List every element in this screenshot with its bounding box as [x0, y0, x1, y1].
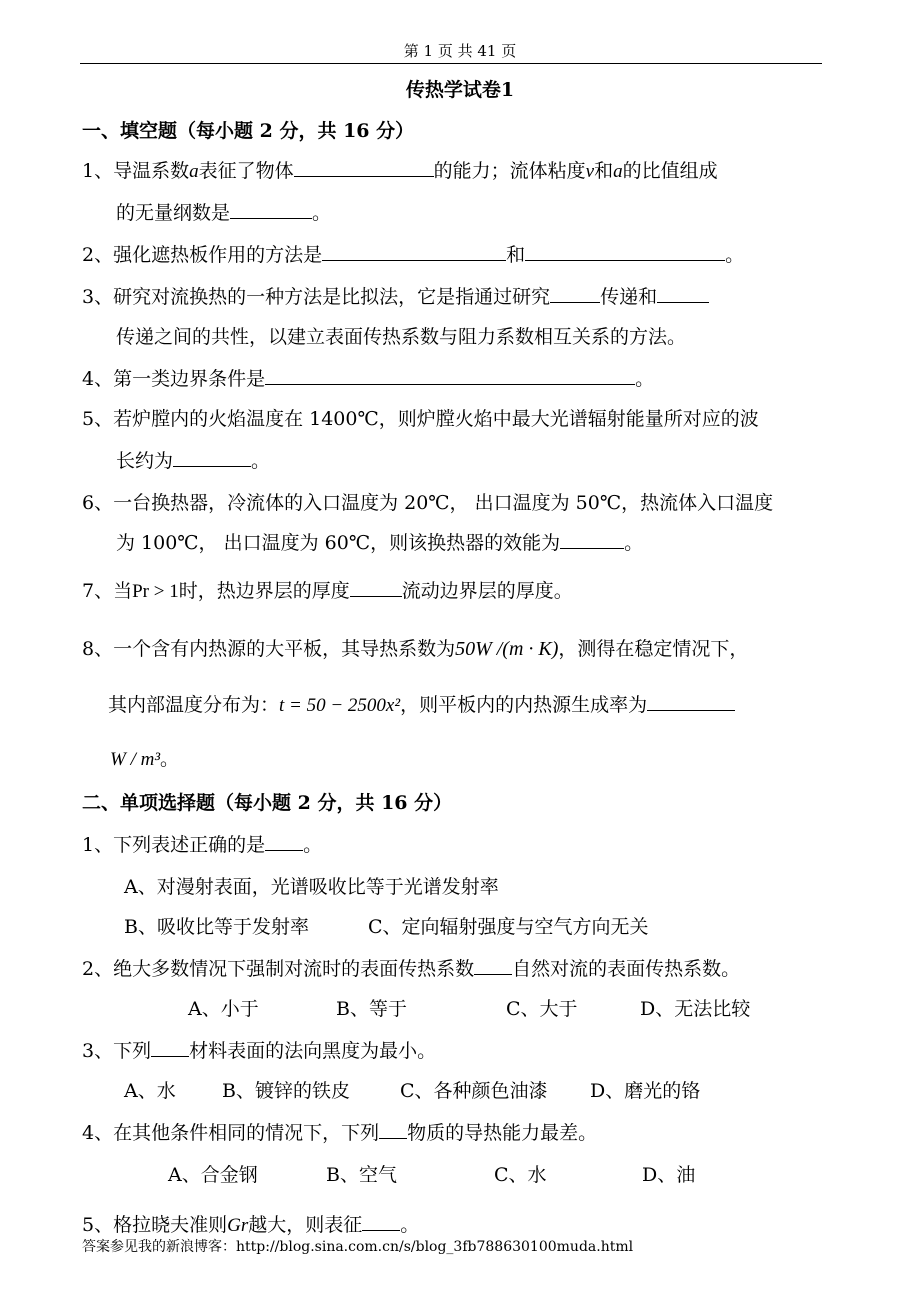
question-1-8-unit: W / m³。 [110, 748, 180, 770]
answer-blank [550, 284, 600, 303]
header-rule [80, 63, 822, 64]
answer-blank [230, 200, 312, 219]
question-1-3: 3、研究对流换热的一种方法是比拟法，它是指通过研究 传递和 [82, 282, 709, 309]
answer-blank [151, 1038, 189, 1057]
option-2-2-d: D、无法比较 [640, 998, 751, 1020]
option-2-3-d: D、磨光的铬 [590, 1080, 701, 1102]
option-2-3-c: C、各种颜色油漆 [400, 1080, 548, 1102]
answer-blank [657, 284, 709, 303]
section2-heading: 二、单项选择题（每小题 2 分，共 16 分） [82, 792, 453, 814]
temperature-expression: t = 50 − 2500x² [279, 695, 401, 716]
option-2-4-b: B、空气 [326, 1164, 397, 1186]
option-2-4-d: D、油 [642, 1164, 696, 1186]
question-2-5: 5、格拉晓夫准则Gr越大，则表征 。 [82, 1214, 420, 1236]
answer-blank [265, 832, 303, 851]
question-1-5: 5、若炉膛内的火焰温度在 1400℃，则炉膛火焰中最大光谱辐射能量所对应的波 [82, 408, 759, 430]
prandtl-expression: Pr > 1 [132, 581, 179, 602]
option-2-3-a: A、水 [124, 1080, 176, 1102]
question-2-1: 1、下列表述正确的是 。 [82, 834, 323, 856]
grashof-symbol: Gr [227, 1215, 249, 1236]
answer-blank [362, 1212, 400, 1231]
option-2-2-b: B、等于 [336, 998, 407, 1020]
question-1-1: 1、导温系数a表征了物体 的能力；流体粘度ν和a的比值组成 [82, 160, 718, 182]
option-2-2-a: A、小于 [188, 998, 259, 1020]
question-1-8-cont: 其内部温度分布为：t = 50 − 2500x²，则平板内的内热源生成率为 [108, 690, 735, 717]
answer-blank [560, 530, 624, 549]
option-2-1-c: C、定向辐射强度与空气方向无关 [368, 916, 649, 938]
unit-expression: W / m³ [110, 749, 161, 770]
answer-blank [350, 578, 402, 597]
option-2-2-c: C、大于 [506, 998, 578, 1020]
conductivity-expression: 50W /(m · K) [455, 638, 559, 660]
section1-heading: 一、填空题（每小题 2 分，共 16 分） [82, 120, 415, 142]
question-1-5-cont: 长约为 。 [116, 450, 271, 472]
option-2-1-b: B、吸收比等于发射率 [124, 916, 309, 938]
question-1-4: 4、第一类边界条件是 。 [82, 368, 655, 390]
question-1-3-cont: 传递之间的共性，以建立表面传热系数与阻力系数相互关系的方法。 [116, 326, 687, 348]
option-2-1-a: A、对漫射表面，光谱吸收比等于光谱发射率 [124, 876, 499, 898]
answer-blank [265, 366, 635, 385]
answer-blank [474, 956, 512, 975]
option-2-3-b: B、镀锌的铁皮 [222, 1080, 350, 1102]
answer-blank [322, 242, 506, 261]
answer-blank [525, 242, 725, 261]
question-1-1-cont: 的无量纲数是 。 [116, 202, 332, 224]
page-title: 传热学试卷1 [405, 79, 515, 101]
answer-blank [379, 1120, 407, 1139]
question-1-6: 6、一台换热器，冷流体的入口温度为 20℃， 出口温度为 50℃，热流体入口温度 [82, 492, 774, 514]
answer-blank [647, 692, 735, 711]
question-1-2: 2、强化遮热板作用的方法是 和 。 [82, 244, 745, 266]
symbol-a: a [189, 161, 199, 182]
symbol-nu: ν [585, 161, 595, 182]
answer-blank [173, 448, 251, 467]
question-2-3: 3、下列 材料表面的法向黑度为最小。 [82, 1040, 437, 1062]
question-2-2: 2、绝大多数情况下强制对流时的表面传热系数 自然对流的表面传热系数。 [82, 958, 741, 980]
answer-blank [294, 158, 434, 177]
option-2-4-c: C、水 [494, 1164, 547, 1186]
question-1-7: 7、当Pr > 1时，热边界层的厚度 流动边界层的厚度。 [82, 580, 573, 602]
question-1-8: 8、一个含有内热源的大平板，其导热系数为50W /(m · K)，测得在稳定情况下， [82, 638, 749, 660]
page-header: 第 1 页 共 41 页 [403, 42, 517, 60]
option-2-4-a: A、合金钢 [168, 1164, 258, 1186]
question-1-6-cont: 为 100℃， 出口温度为 60℃，则该换热器的效能为 。 [116, 532, 644, 554]
question-2-4: 4、在其他条件相同的情况下，下列 物质的导热能力最差。 [82, 1122, 598, 1144]
footer-note: 答案参见我的新浪博客：http://blog.sina.com.cn/s/blog_3fb788630100muda.html [82, 1239, 634, 1255]
